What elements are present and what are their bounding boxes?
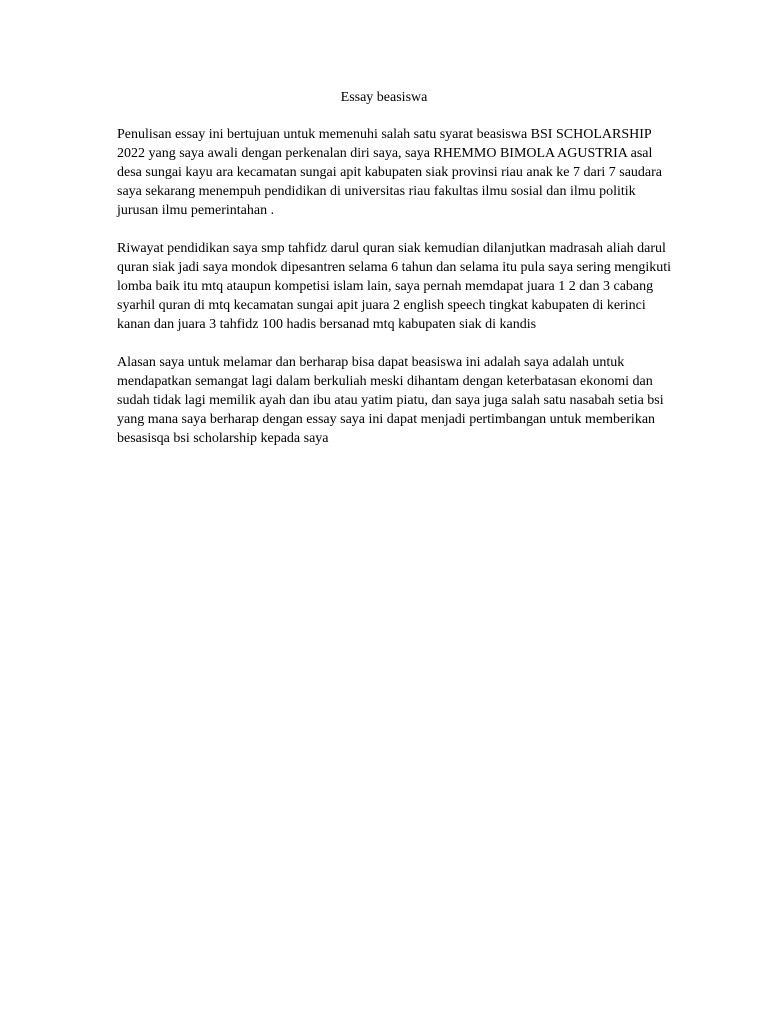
- paragraph-line: mendapatkan semangat lagi dalam berkuliah meski dihantam dengan keterbatasan ekonomi dan: [117, 374, 653, 389]
- paragraph-line: kanan dan juara 3 tahfidz 100 hadis bersanad mtq kabupaten siak di kandis: [117, 317, 537, 332]
- paragraph-line: syarhil quran di mtq kecamatan sungai apit juara 2 english speech tingkat kabupaten di kerinci: [117, 298, 646, 313]
- paragraph-line: Riwayat pendidikan saya smp tahfidz darul quran siak kemudian dilanjutkan madrasah aliah darul: [117, 241, 666, 256]
- paragraph-line: saya sekarang menempuh pendidikan di universitas riau fakultas ilmu sosial dan ilmu politik: [117, 184, 636, 199]
- paragraph-line: sudah tidak lagi memilik ayah dan ibu atau yatim piatu, dan saya juga salah satu nasabah setia bsi: [117, 393, 664, 408]
- paragraph-line: desa sungai kayu ara kecamatan sungai apit kabupaten siak provinsi riau anak ke 7 dari 7 saudara: [117, 165, 663, 180]
- paragraph-line: yang mana saya berharap dengan essay saya ini dapat menjadi pertimbangan untuk memberikan: [117, 412, 656, 427]
- paragraph-introduction: [117, 125, 663, 220]
- paragraph-line: Penulisan essay ini bertujuan untuk memenuhi salah satu syarat beasiswa BSI SCHOLARSHIP: [117, 127, 652, 142]
- paragraph-line: lomba baik itu mtq ataupun kompetisi islam lain, saya pernah memdapat juara 1 2 dan 3 cabang: [117, 279, 654, 294]
- document-body: [117, 125, 672, 467]
- document-title: Essay beasiswa: [340, 90, 428, 105]
- paragraph-reasons: [117, 353, 664, 448]
- paragraph-line: 2022 yang saya awali dengan perkenalan diri saya, saya RHEMMO BIMOLA AGUSTRIA asal: [117, 146, 653, 161]
- paragraph-line: quran siak jadi saya mondok dipesantren selama 6 tahun dan selama itu pula saya sering mengikuti: [117, 260, 672, 275]
- paragraph-line: jurusan ilmu pemerintahan .: [117, 203, 275, 218]
- paragraph-education-history: [117, 239, 672, 334]
- paragraph-line: Alasan saya untuk melamar dan berharap bisa dapat beasiswa ini adalah saya adalah untuk: [117, 355, 625, 370]
- paragraph-line: besasisqa bsi scholarship kepada saya: [117, 431, 329, 446]
